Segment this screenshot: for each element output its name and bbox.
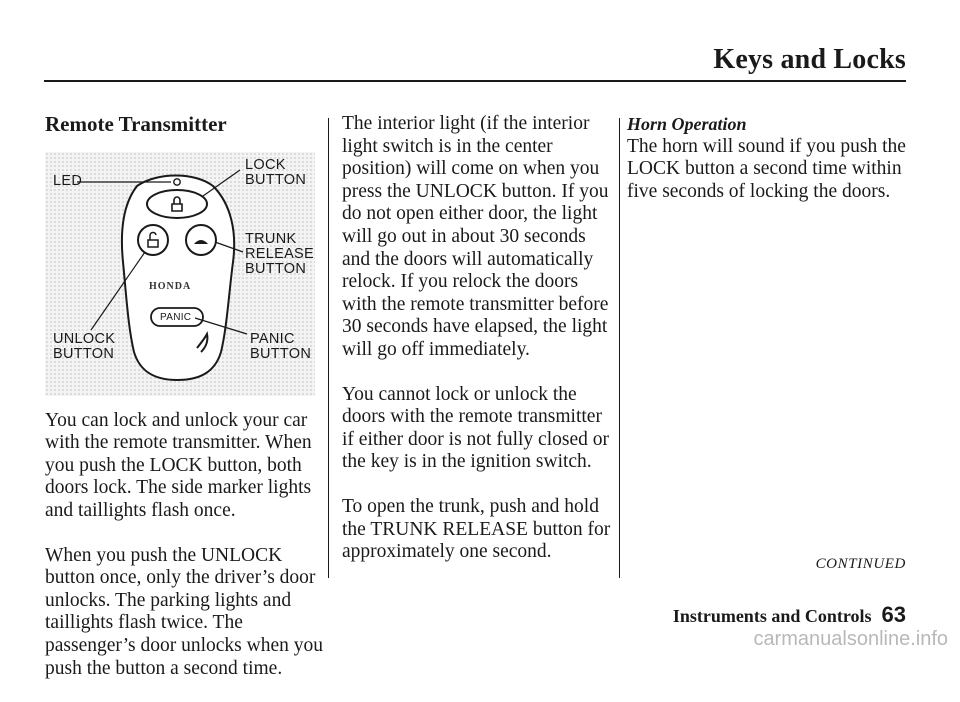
footer-section-title: Instruments and Controls (672, 606, 872, 626)
label-panic-key: PANIC (160, 311, 192, 323)
watermark: carmanualsonline.info (753, 628, 948, 650)
label-led: LED (53, 172, 83, 189)
section-heading: Remote Transmitter (45, 112, 227, 136)
page-number: 63 (881, 602, 906, 627)
horn-operation-heading: Horn Operation (627, 114, 747, 134)
label-trunk-release-button: TRUNK RELEASE BUTTON (245, 230, 314, 277)
label-panic-button: PANIC BUTTON (250, 330, 312, 362)
paragraph-lock-unlock: You can lock and unlock your car with the remote transmitter. When you push the LOCK button, both doors lock. The side marker lights and taillights flash once. (45, 409, 312, 521)
label-lock-button: LOCK BUTTON (245, 156, 307, 188)
column-2 (342, 113, 614, 586)
honda-logo: HONDA (149, 280, 192, 292)
paragraph-unlock-button: When you push the UNLOCK button once, only the driver’s door unlocks. The parking lights and taillights flash twice. The passenger’s door unlocks when you push the button a second time. (45, 544, 324, 679)
paragraph-trunk: To open the trunk, push and hold the TRUNK RELEASE button for approximately one second. (342, 495, 611, 563)
column-divider-2 (619, 118, 620, 578)
paragraph-cannot-lock: You cannot lock or unlock the doors with the remote transmitter if either door is not fully closed or the key is in the ignition switch. (342, 383, 609, 473)
continued-label: CONTINUED (815, 556, 906, 572)
column-1 (45, 113, 325, 702)
column-divider-1 (328, 118, 329, 578)
page-header-title: Keys and Locks (713, 44, 906, 75)
column-3 (627, 113, 907, 225)
page-footer (673, 602, 906, 628)
header-rule (44, 80, 906, 82)
paragraph-interior-light: The interior light (if the interior light switch is in the center position) will come on when you press the UNLOCK button. If you do not open either door, the light will go out in about 30 seconds and the doors will automatically relock. If you relock the doors with the remote transmitter before 30 seconds have elapsed, the light will go off immediately. (342, 113, 609, 360)
remote-transmitter-figure (45, 152, 315, 396)
led-indicator (174, 178, 180, 184)
paragraph-horn: The horn will sound if you push the LOCK button a second time within five seconds of locking the doors. (627, 135, 906, 202)
label-unlock-button: UNLOCK BUTTON (53, 330, 116, 362)
